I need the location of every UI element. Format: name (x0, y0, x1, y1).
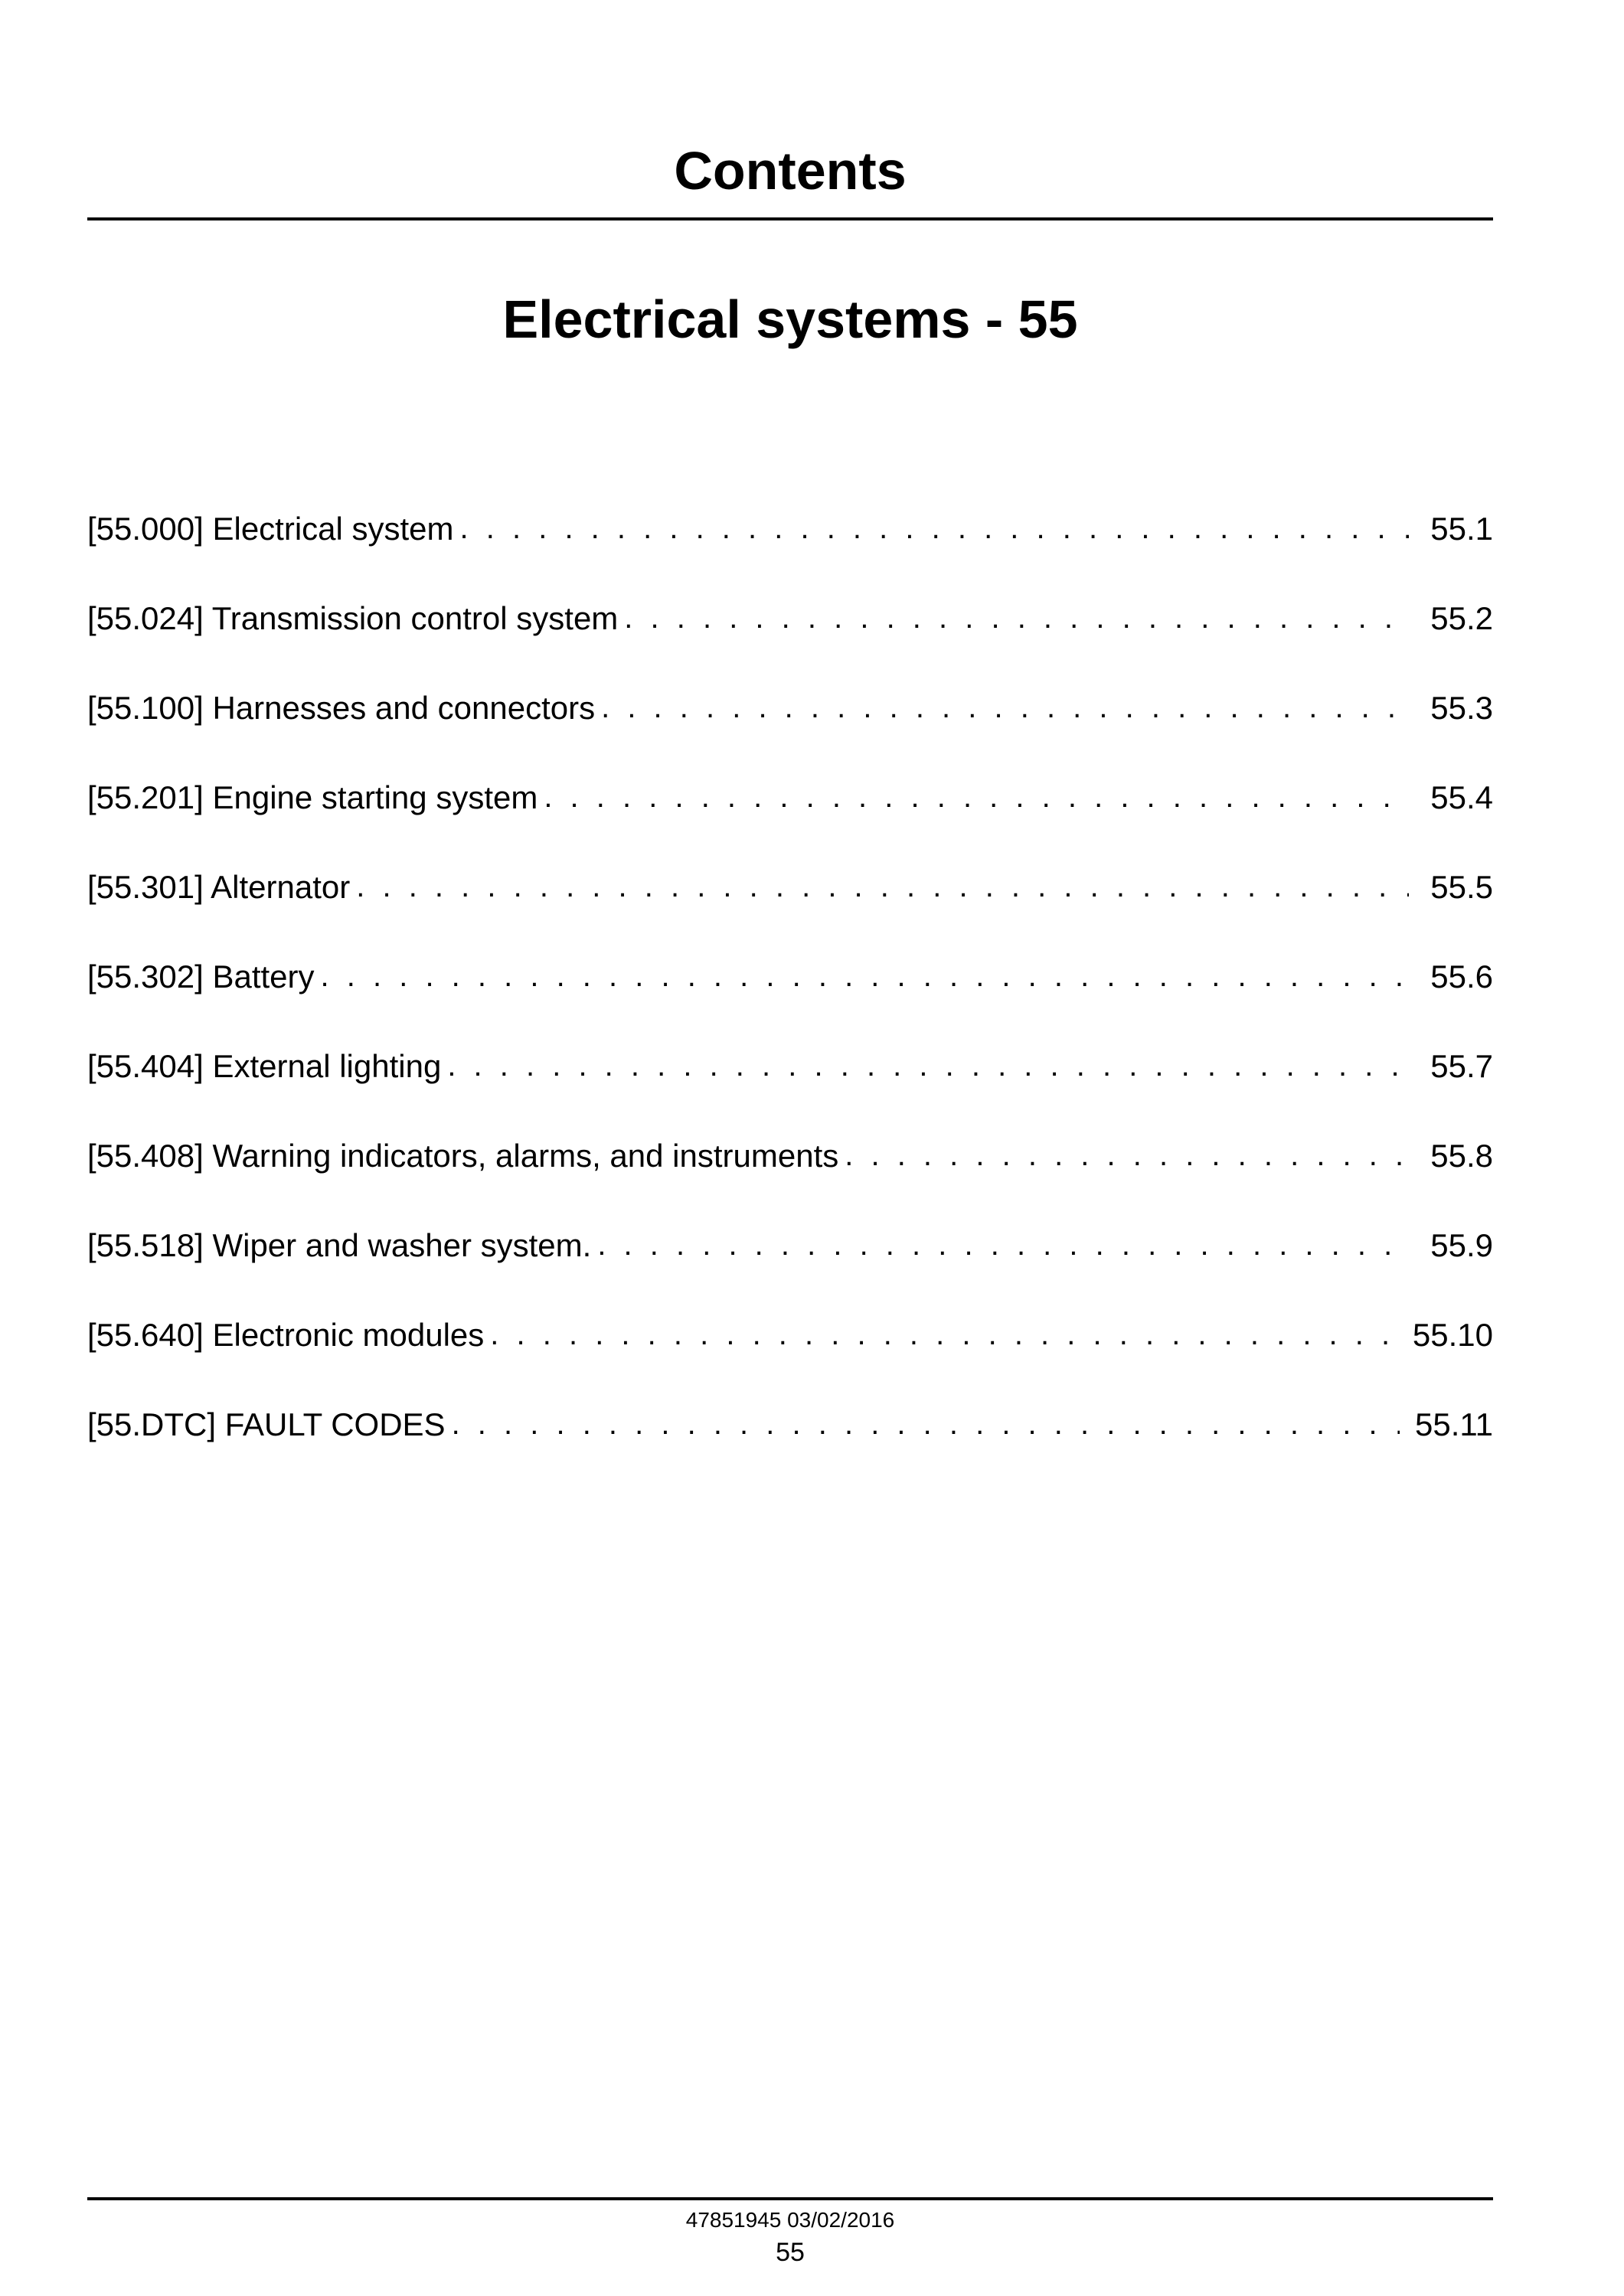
toc-entry-page[interactable]: 55.6 (1430, 959, 1493, 994)
toc-leader-dots (845, 1128, 1409, 1183)
table-of-contents (87, 501, 1493, 1487)
toc-entry[interactable] (87, 1218, 1493, 1308)
toc-leader-dots (321, 949, 1409, 1004)
heading-divider (87, 217, 1493, 220)
toc-entry-page[interactable]: 55.1 (1430, 511, 1493, 547)
toc-leader-dots (601, 680, 1409, 735)
toc-entry-page[interactable]: 55.9 (1430, 1227, 1493, 1263)
toc-entry-title[interactable]: [55.302] Battery (87, 959, 315, 994)
toc-entry-title[interactable]: [55.408] Warning indicators, alarms, and instruments (87, 1138, 839, 1174)
section-title: Electrical systems - 55 (502, 289, 1078, 349)
toc-leader-dots (356, 859, 1409, 914)
toc-entry-title[interactable]: [55.100] Harnesses and connectors (87, 690, 596, 726)
toc-leader-dots (624, 590, 1409, 645)
toc-entry-title[interactable]: [55.024] Transmission control system (87, 600, 619, 636)
toc-entry[interactable] (87, 501, 1493, 591)
toc-entry-page[interactable]: 55.3 (1430, 690, 1493, 726)
toc-leader-dots (490, 1307, 1397, 1362)
toc-leader-dots (544, 769, 1409, 825)
toc-entry[interactable] (87, 860, 1493, 949)
footer-divider (87, 2197, 1493, 2200)
toc-entry[interactable] (87, 1128, 1493, 1218)
toc-entry-page[interactable]: 55.7 (1430, 1048, 1493, 1084)
toc-entry-title[interactable]: [55.000] Electrical system (87, 511, 454, 547)
toc-entry-page[interactable]: 55.10 (1412, 1317, 1493, 1353)
toc-entry[interactable] (87, 1039, 1493, 1128)
toc-entry[interactable] (87, 681, 1493, 770)
toc-entry-title[interactable]: [55.201] Engine starting system (87, 779, 538, 815)
toc-entry-title[interactable]: [55.518] Wiper and washer system. (87, 1227, 592, 1263)
footer-doc-code: 47851945 03/02/2016 (685, 2208, 895, 2232)
toc-entry-title[interactable]: [55.640] Electronic modules (87, 1317, 485, 1353)
toc-entry[interactable] (87, 1397, 1493, 1487)
toc-leader-dots (597, 1217, 1409, 1272)
toc-entry-page[interactable]: 55.5 (1430, 869, 1493, 905)
toc-entry-title[interactable]: [55.404] External lighting (87, 1048, 442, 1084)
toc-entry[interactable] (87, 591, 1493, 681)
toc-entry[interactable] (87, 1308, 1493, 1397)
toc-entry-page[interactable]: 55.4 (1430, 779, 1493, 815)
toc-leader-dots (460, 501, 1409, 556)
footer-page-number: 55 (776, 2238, 805, 2267)
toc-leader-dots (452, 1396, 1400, 1452)
toc-entry[interactable] (87, 949, 1493, 1039)
toc-entry[interactable] (87, 770, 1493, 860)
toc-entry-title[interactable]: [55.301] Alternator (87, 869, 351, 905)
page-heading: Contents (674, 141, 907, 201)
toc-entry-page[interactable]: 55.8 (1430, 1138, 1493, 1174)
toc-leader-dots (447, 1038, 1409, 1093)
toc-entry-page[interactable]: 55.11 (1415, 1406, 1493, 1442)
toc-entry-title[interactable]: [55.DTC] FAULT CODES (87, 1406, 446, 1442)
toc-entry-page[interactable]: 55.2 (1430, 600, 1493, 636)
